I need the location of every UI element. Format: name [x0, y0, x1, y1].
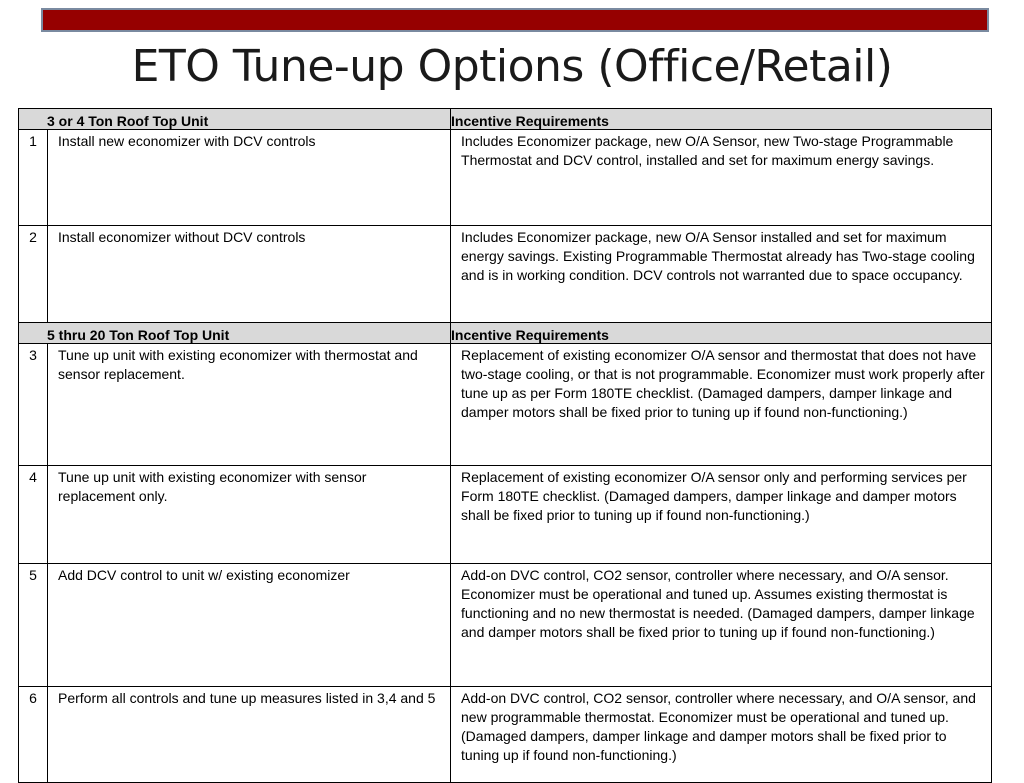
tune-up-options-table	[18, 108, 991, 768]
row-option: Tune up unit with existing economizer with thermostat and sensor replacement.	[48, 344, 451, 466]
table-row	[19, 344, 992, 466]
slide-title: ETO Tune-up Options (Office/Retail)	[131, 41, 893, 92]
row-option: Install new economizer with DCV controls	[48, 130, 451, 226]
row-requirement: Replacement of existing economizer O/A sensor and thermostat that does not have two-stage cooling, or that is not programmable. Economizer must work properly after tune up as per Form 180TE checklist. (Damaged dampers, damper linkage and damper motors shall be fixed prior to tuning up if found non-functioning.)	[451, 344, 992, 466]
table-row	[19, 226, 992, 323]
row-number: 5	[19, 564, 48, 687]
options-table	[18, 108, 992, 783]
row-number: 2	[19, 226, 48, 323]
section-header-unit-type: 3 or 4 Ton Roof Top Unit	[19, 109, 451, 130]
section-header-large-units	[19, 323, 992, 344]
row-requirement: Includes Economizer package, new O/A Sensor installed and set for maximum energy savings. Existing Programmable Thermostat already has Two-stage cooling and is in working condition. DCV controls not warranted due to space occupancy.	[451, 226, 992, 323]
row-number: 3	[19, 344, 48, 466]
table-row	[19, 564, 992, 687]
row-requirement: Includes Economizer package, new O/A Sensor, new Two-stage Programmable Thermostat and DCV control, installed and set for maximum energy savings.	[451, 130, 992, 226]
title-accent-bar	[41, 8, 989, 32]
table-row	[19, 130, 992, 226]
section-header-unit-type: 5 thru 20 Ton Roof Top Unit	[19, 323, 451, 344]
row-number: 6	[19, 687, 48, 783]
section-header-requirements: Incentive Requirements	[451, 109, 992, 130]
row-option: Add DCV control to unit w/ existing economizer	[48, 564, 451, 687]
row-number: 1	[19, 130, 48, 226]
row-requirement: Add-on DVC control, CO2 sensor, controller where necessary, and O/A sensor, and new programmable thermostat. Economizer must be operational and tuned up. (Damaged dampers, damper linkage and damper motors shall be fixed prior to tuning up if found non-functioning.)	[451, 687, 992, 783]
row-option: Tune up unit with existing economizer with sensor replacement only.	[48, 466, 451, 564]
row-requirement: Add-on DVC control, CO2 sensor, controller where necessary, and O/A sensor. Economizer must be operational and tuned up. Assumes existing thermostat is functioning and no new thermostat is needed. (Damaged dampers, damper linkage and damper motors shall be fixed prior to tuning up if found non-functioning.)	[451, 564, 992, 687]
row-number: 4	[19, 466, 48, 564]
row-requirement: Replacement of existing economizer O/A sensor only and performing services per Form 180TE checklist. (Damaged dampers, damper linkage and damper motors shall be fixed prior to tuning up if found non-functioning.)	[451, 466, 992, 564]
section-header-requirements: Incentive Requirements	[451, 323, 992, 344]
table-row	[19, 687, 992, 783]
row-option: Perform all controls and tune up measures listed in 3,4 and 5	[48, 687, 451, 783]
section-header-small-units	[19, 109, 992, 130]
row-option: Install economizer without DCV controls	[48, 226, 451, 323]
table-row	[19, 466, 992, 564]
